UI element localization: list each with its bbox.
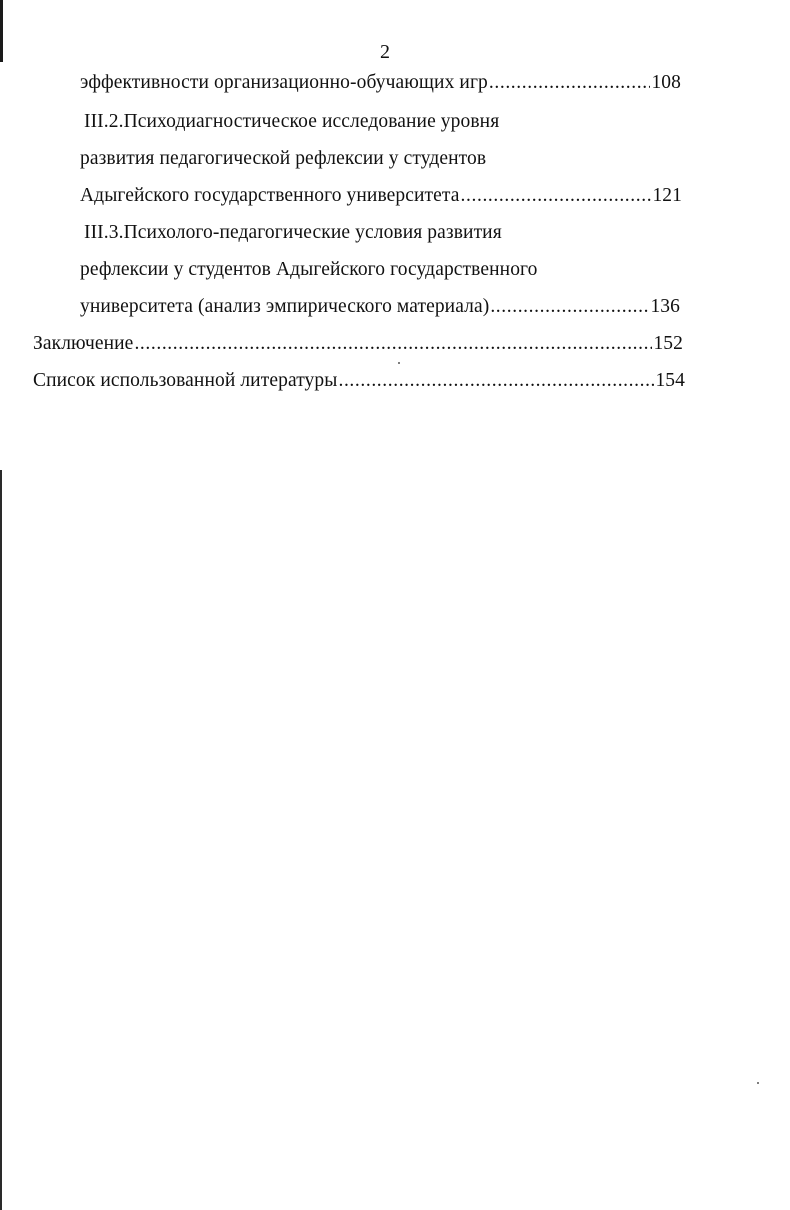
scan-speck xyxy=(757,1082,759,1084)
scan-edge-top xyxy=(0,0,3,62)
toc-dot-leader xyxy=(490,294,649,320)
scan-speck xyxy=(398,362,400,364)
toc-dot-leader xyxy=(461,183,652,209)
toc-entry-line: III.2.Психодиагностическое исследование уровня xyxy=(84,111,500,132)
toc-page-number: 108 xyxy=(651,72,681,93)
toc-dot-leader xyxy=(134,331,652,357)
scan-edge-bottom xyxy=(0,470,2,1210)
toc-entry-text: Заключение xyxy=(33,333,134,354)
toc-entry-line xyxy=(80,70,681,96)
toc-page-number: 121 xyxy=(652,185,682,206)
toc-entry-line xyxy=(33,368,685,394)
toc-page-number: 136 xyxy=(650,296,680,317)
toc-page-number: 154 xyxy=(655,370,685,391)
toc-entry-line: III.3.Психолого-педагогические условия развития xyxy=(84,222,502,243)
toc-entry-text: университета (анализ эмпирического материала) xyxy=(80,296,490,317)
toc-entry-line xyxy=(80,183,682,209)
toc-dot-leader xyxy=(489,70,651,96)
page-number: 2 xyxy=(380,41,390,63)
toc-dot-leader xyxy=(338,368,654,394)
toc-entry-text: Список использованной литературы xyxy=(33,370,338,391)
toc-entry-line xyxy=(33,331,683,357)
toc-entry-text: эффективности организационно-обучающих игр xyxy=(80,72,488,93)
toc-entry-line xyxy=(80,294,680,320)
toc-entry-text: Адыгейского государственного университета xyxy=(80,185,460,206)
toc-entry-line: развития педагогической рефлексии у студентов xyxy=(80,148,487,169)
toc-page-number: 152 xyxy=(653,333,683,354)
toc-entry-line: рефлексии у студентов Адыгейского государственного xyxy=(80,259,538,280)
